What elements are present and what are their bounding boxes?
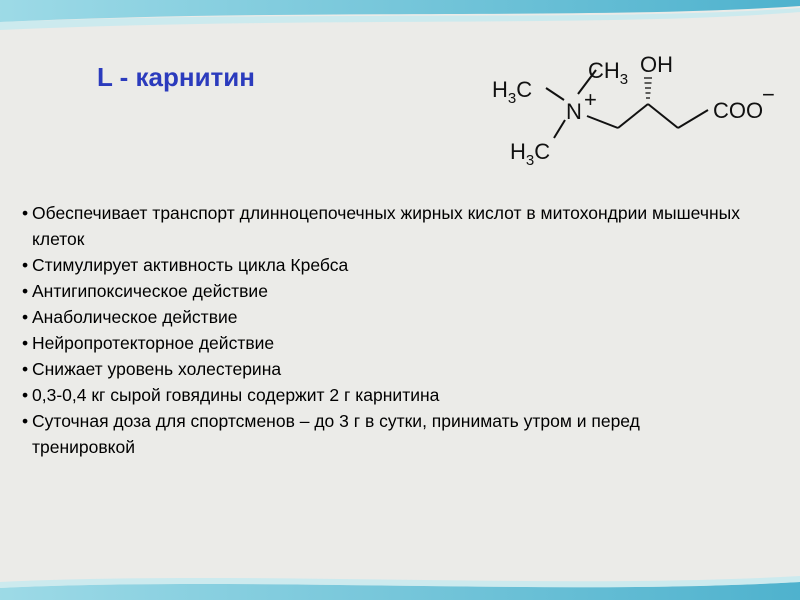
bullet-item: • 0,3-0,4 кг сырой говядины содержит 2 г карнитина (22, 382, 742, 408)
bond-ch2-coo (678, 110, 708, 128)
bond-n-ch2 (587, 116, 618, 128)
stereo-hash-bond (644, 78, 652, 98)
label-coo-charge: − (762, 82, 775, 107)
bullet-item: • Суточная доза для спортсменов – до 3 г в сутки, принимать утром и перед тренировкой (22, 408, 742, 460)
label-n: N (566, 99, 582, 124)
bond-choh-ch2 (648, 104, 678, 128)
bond-ch2-choh (618, 104, 648, 128)
bond-n-h3c-left (546, 88, 564, 100)
bullet-item: • Анаболическое действие (22, 304, 742, 330)
bond-n-h3c-bottom (554, 120, 565, 138)
slide-title: L - карнитин (97, 62, 255, 92)
bullet-list (22, 200, 742, 460)
bullet-item: • Антигипоксическое действие (22, 278, 742, 304)
label-coo: COO (713, 98, 764, 123)
carnitine-structural-formula (470, 40, 790, 180)
label-ch3-top: $CH_3$ (588, 58, 629, 88)
bullet-item: • Стимулирует активность цикла Кребса (22, 252, 742, 278)
label-h3c-bottom: $H_3C$ (510, 139, 551, 169)
bullet-item: • Обеспечивает транспорт длинноцепочечных жирных кислот в митохондрии мышечных клеток (22, 200, 742, 252)
bullet-item: • Нейропротекторное действие (22, 330, 742, 356)
label-oh: OH (640, 52, 673, 77)
label-h3c-left: $H_3C$ (492, 77, 533, 107)
label-n-charge: + (584, 87, 597, 112)
bullet-item: • Снижает уровень холестерина (22, 356, 742, 382)
